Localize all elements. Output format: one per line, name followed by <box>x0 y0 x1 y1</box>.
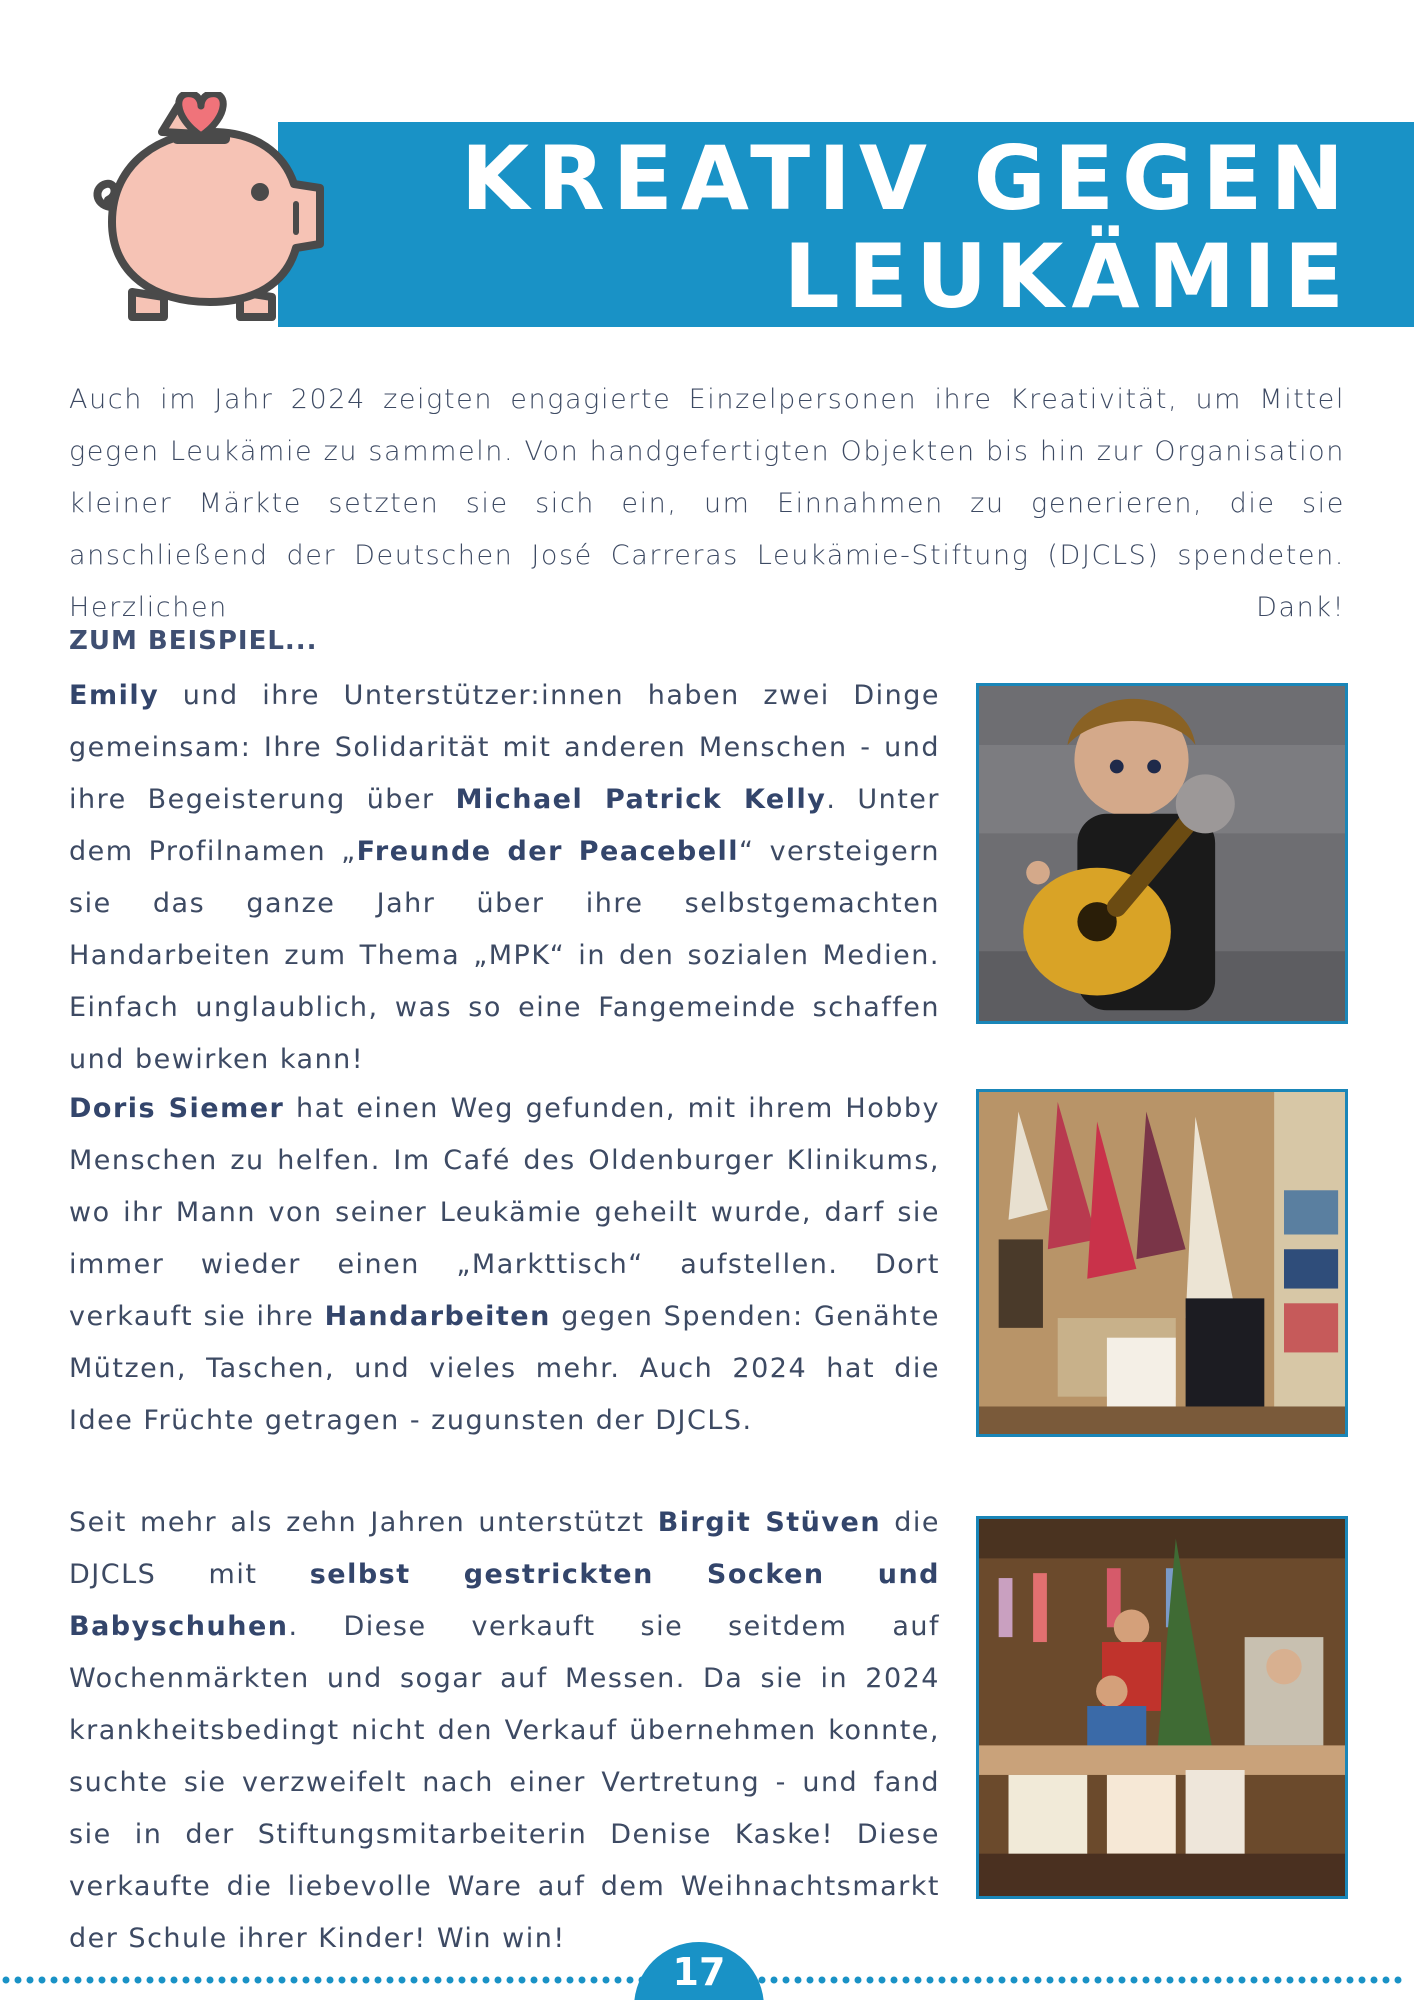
page-number: 17 <box>672 1950 726 1994</box>
title-line-2: LEUKÄMIE <box>783 225 1352 328</box>
story-doris: Doris Siemer hat einen Weg gefunden, mit ihrem Hobby Menschen zu helfen. Im Café des Oldenburger Klinikums, wo ihr Mann von seiner Leukämie geheilt wurde, darf sie immer wieder einen „Markttisch“ aufstellen. Dort verkauft sie ihre Handarbeiten gegen Spenden: Genähte Mützen, Taschen, und vieles mehr. Auch 2024 hat die Idee Früchte getragen - zugunsten der DJCLS. <box>69 1093 940 1436</box>
story-emily: Emily und ihre Unterstützer:innen haben zwei Dinge gemeinsam: Ihre Solidarität mit anderen Menschen - und ihre Begeisterung über Michael Patrick Kelly. Unter dem Profilnamen „Freunde der Peacebell“ versteigern sie das ganze Jahr über ihre selbstgemachten Handarbeiten zum Thema „MPK“ in den sozialen Medien. Einfach unglaublich, was so eine Fangemeinde schaffen und bewirken kann! <box>69 680 941 1075</box>
section-subheading: ZUM BEISPIEL... <box>69 626 318 656</box>
title-line-1: KREATIV GEGEN <box>460 127 1352 230</box>
photo-christmas-market-stall <box>976 1516 1348 1899</box>
photo-market-table-handicrafts <box>976 1089 1348 1437</box>
story-birgit-name: Birgit Stüven <box>657 1507 882 1538</box>
story-birgit: Seit mehr als zehn Jahren unterstützt Birgit Stüven die DJCLS mit selbst gestrickten Socken und Babyschuhen. Diese verkauft sie seitdem auf Wochenmärkten und sogar auf Messen. Da sie in 2024 krankheitsbedingt nicht den Verkauf übernehmen konnte, suchte sie verzweifelt nach einer Vertretung - und fand sie in der Stiftungsmitarbeiterin Denise Kaske! Diese verkaufte die liebevolle Ware auf dem Weihnachtsmarkt der Schule ihrer Kinder! Win win! <box>69 1507 941 1954</box>
photo-crochet-doll-guitar <box>976 683 1348 1024</box>
story-doris-name: Doris Siemer <box>69 1093 285 1124</box>
piggy-bank-heart-icon <box>92 92 342 332</box>
intro-paragraph: Auch im Jahr 2024 zeigten engagierte Einzelpersonen ihre Kreativität, um Mittel gegen Leukämie zu sammeln. Von handgefertigten Objekten bis hin zur Organisation kleiner Märkte setzten sie sich ein, um Einnahmen zu generieren, die sie anschließend der Deutschen José Carreras Leukämie-Stiftung (DJCLS) spendeten. Herzlichen Dank! <box>69 384 1345 623</box>
page-title <box>460 127 1352 328</box>
story-emily-name: Emily <box>69 680 160 711</box>
